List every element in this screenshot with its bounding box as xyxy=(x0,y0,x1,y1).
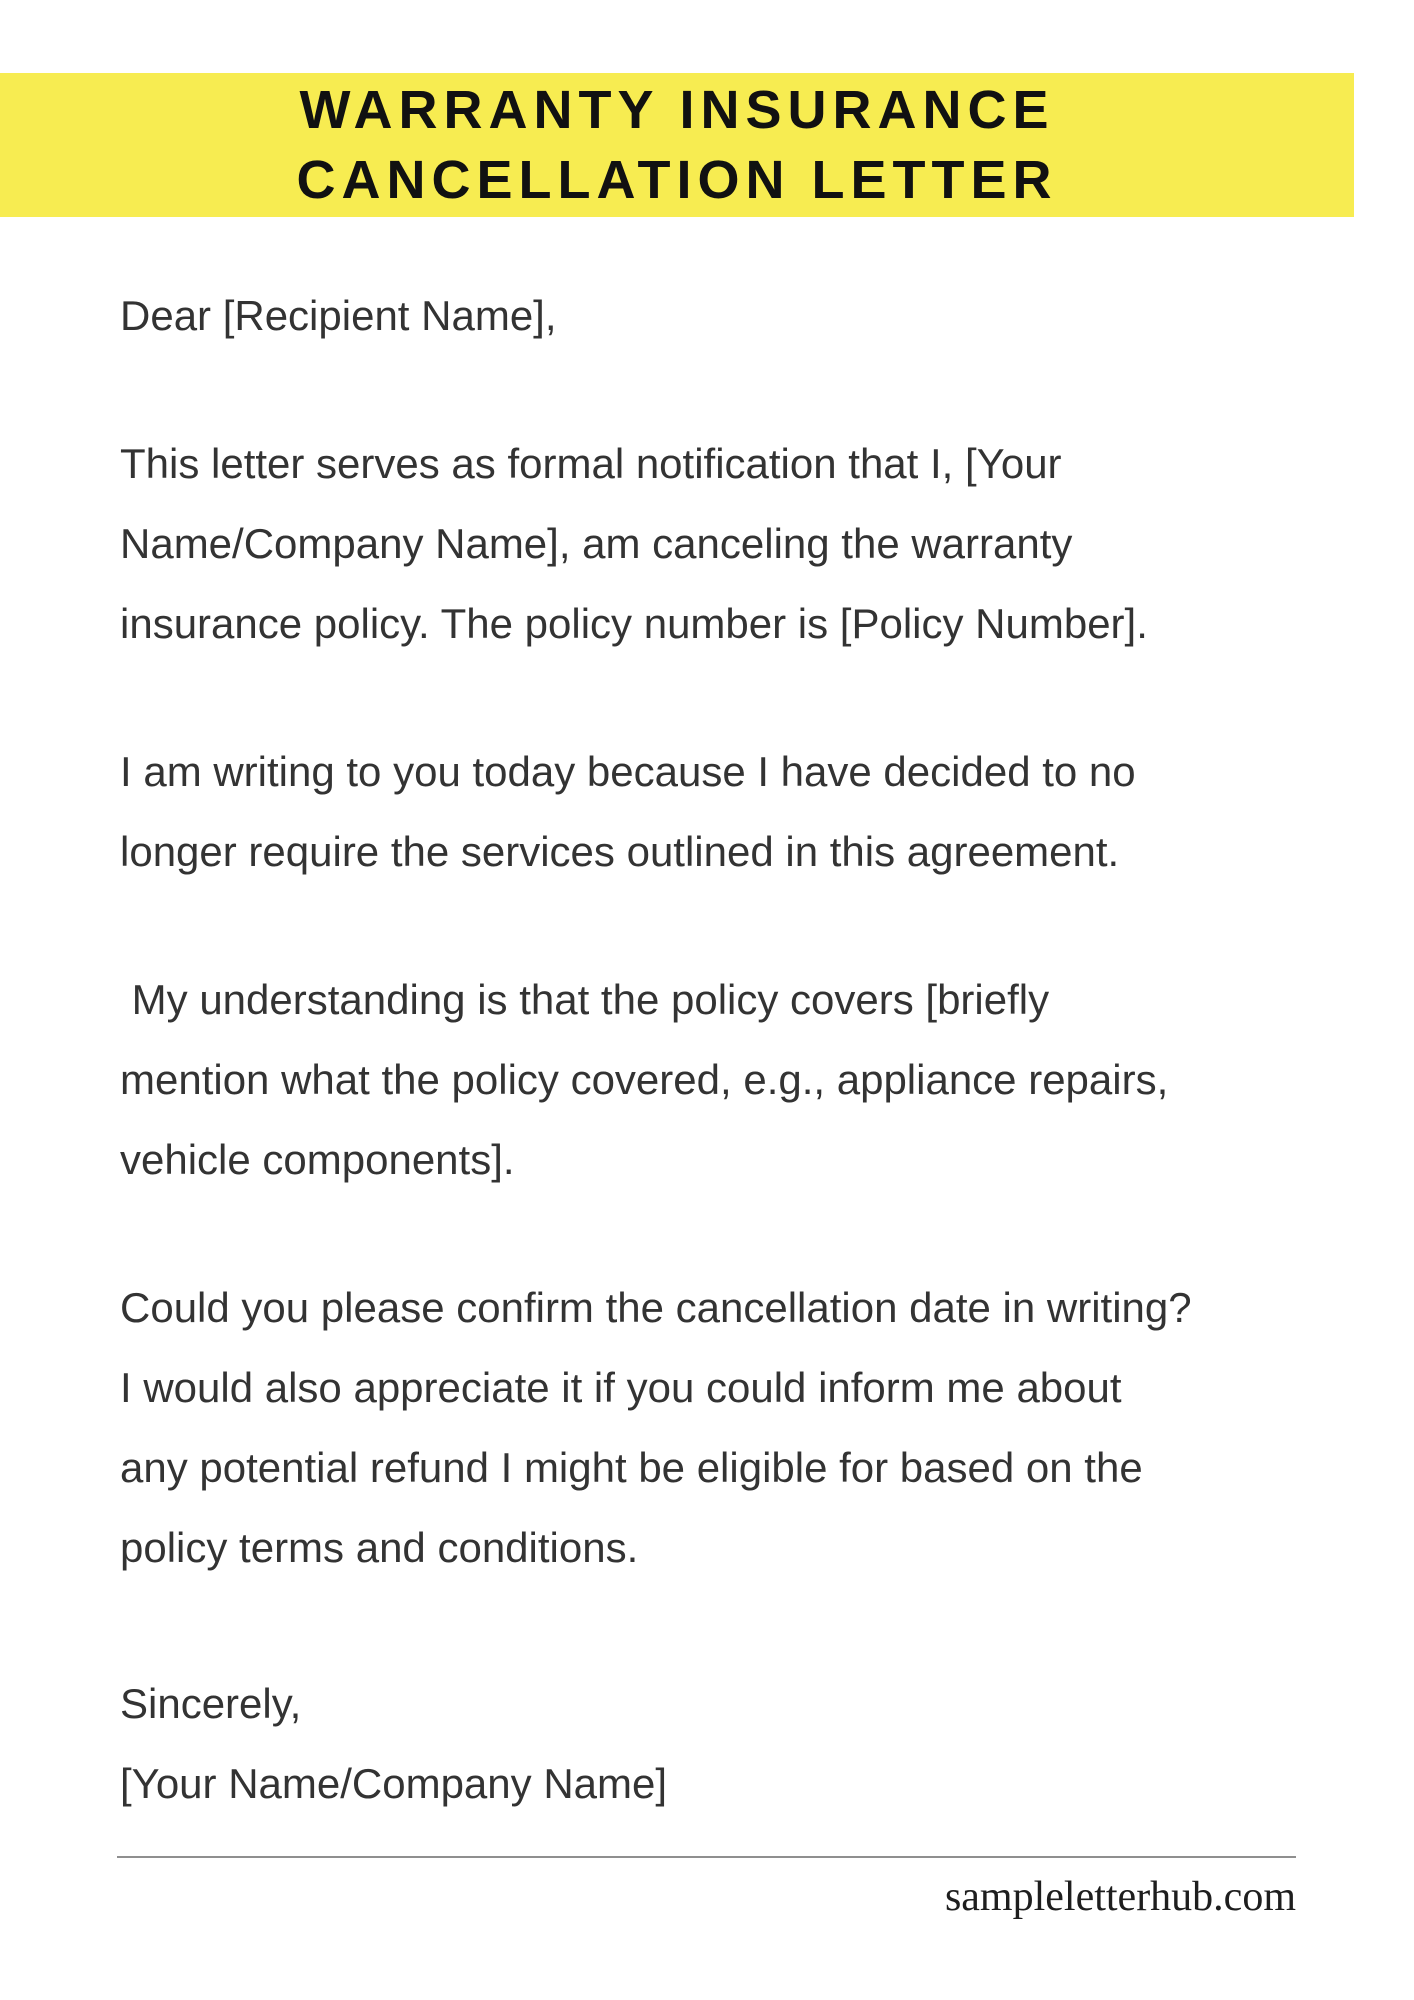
page-footer xyxy=(117,1856,1296,1922)
letter-line: vehicle components]. xyxy=(120,1136,515,1183)
page-title-line-1: WARRANTY INSURANCE xyxy=(299,80,1055,140)
salutation xyxy=(120,276,1364,356)
letter-line: policy terms and conditions. xyxy=(120,1524,639,1571)
letter-line: longer require the services outlined in this agreement. xyxy=(120,828,1120,875)
letter-line: Could you please confirm the cancellation date in writing? xyxy=(120,1284,1192,1331)
closing-block xyxy=(120,1664,1364,1824)
letter-line: This letter serves as formal notification that I, [Your xyxy=(120,440,1062,487)
letter-body xyxy=(120,276,1364,1824)
signature-placeholder: [Your Name/Company Name] xyxy=(120,1760,668,1807)
letter-line: Name/Company Name], am canceling the warranty xyxy=(120,520,1073,567)
letter-line: mention what the policy covered, e.g., appliance repairs, xyxy=(120,1056,1169,1103)
closing-text: Sincerely, xyxy=(120,1680,302,1727)
footer-website: sampleletterhub.com xyxy=(944,1874,1296,1920)
letter-line: I would also appreciate it if you could inform me about xyxy=(120,1364,1122,1411)
paragraph-1 xyxy=(120,424,1364,664)
paragraph-2 xyxy=(120,732,1364,892)
paragraph-3 xyxy=(120,960,1364,1200)
letter-line: insurance policy. The policy number is [Policy Number]. xyxy=(120,600,1148,647)
page-title-line-2: CANCELLATION LETTER xyxy=(296,150,1058,210)
letter-line: I am writing to you today because I have decided to no xyxy=(120,748,1136,795)
salutation-text: Dear [Recipient Name], xyxy=(120,292,557,339)
paragraph-4 xyxy=(120,1268,1364,1588)
letter-header xyxy=(0,0,1414,217)
letter-line: My understanding is that the policy covers [briefly xyxy=(120,976,1050,1023)
letter-line: any potential refund I might be eligible for based on the xyxy=(120,1444,1143,1491)
title-highlight-box xyxy=(0,73,1354,217)
